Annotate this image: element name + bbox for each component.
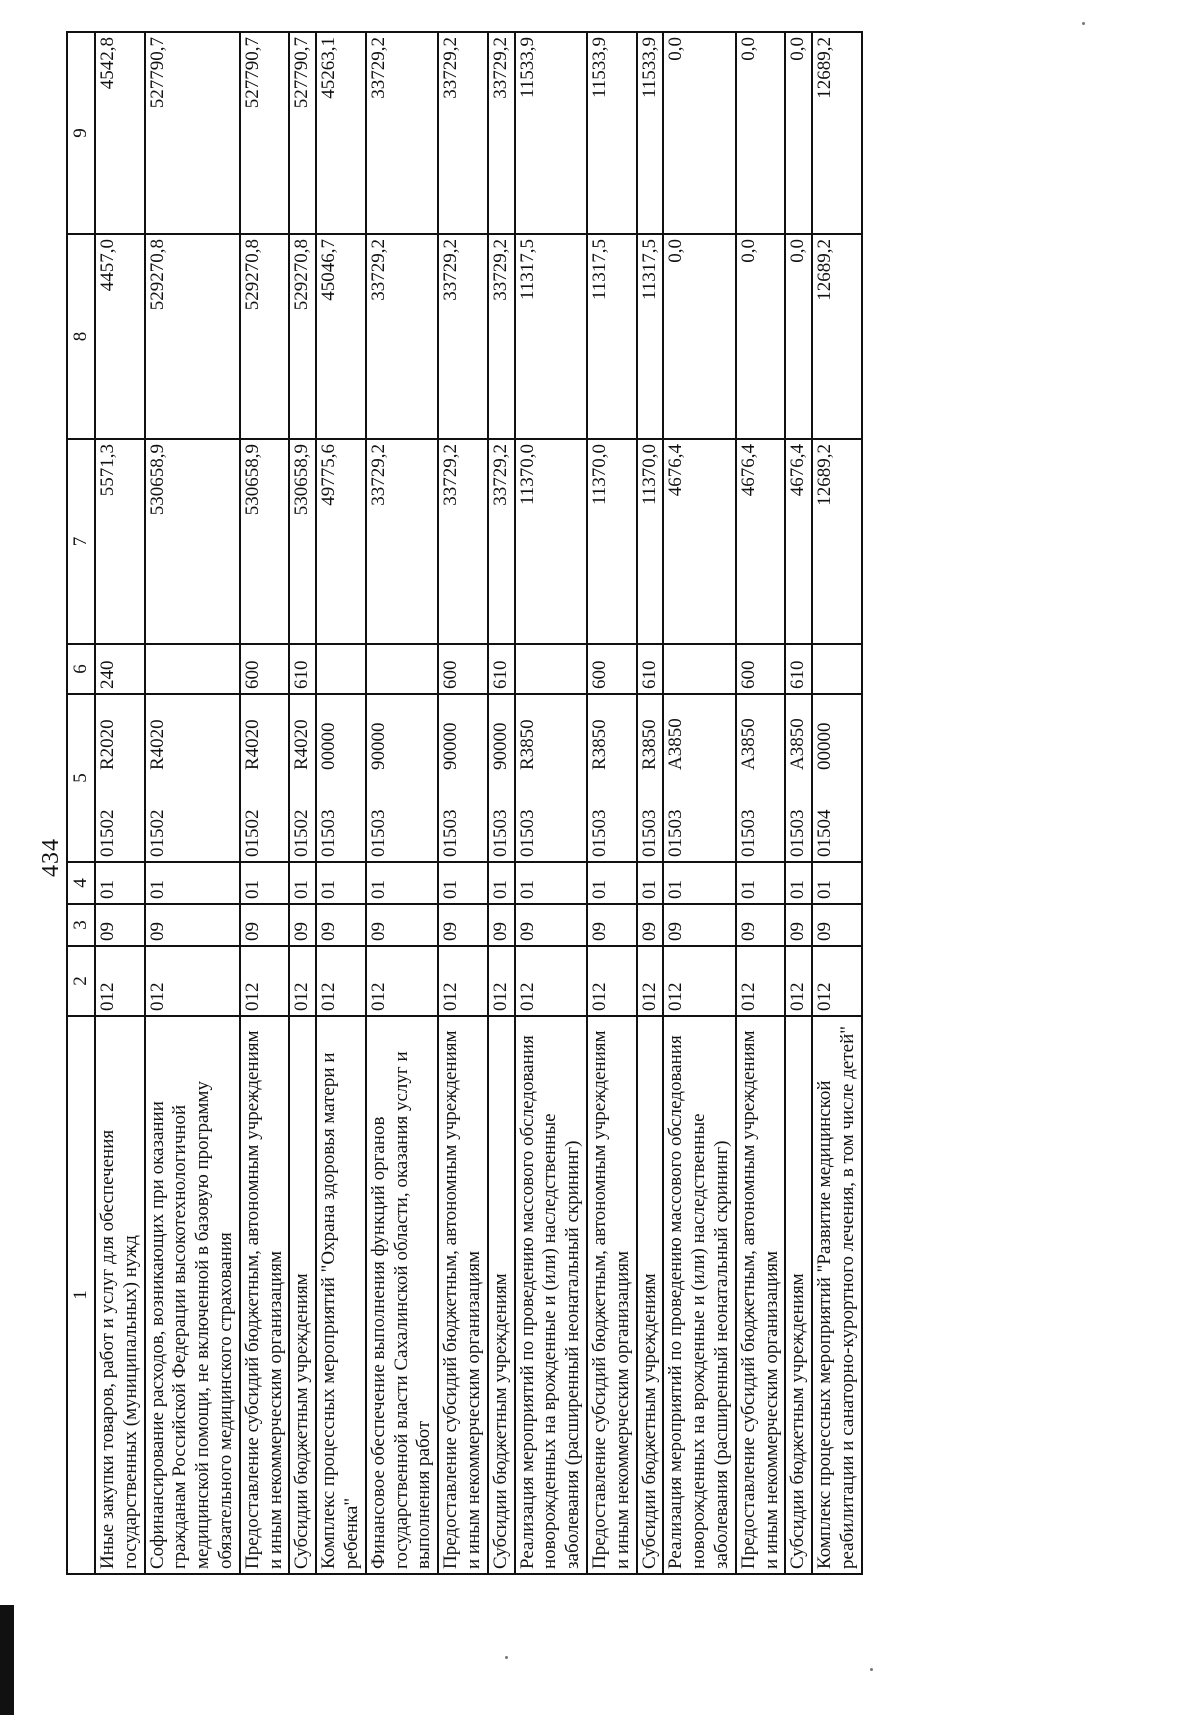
cell-c2: 012: [289, 946, 316, 1016]
cell-c8: 45046,7: [316, 234, 366, 439]
cell-c7: 11370,0: [637, 439, 664, 644]
cell-c6: 610: [637, 644, 664, 694]
cell-c7: 12689,2: [812, 439, 862, 644]
cell-c4: 01: [240, 862, 290, 904]
cell-c4: 01: [145, 862, 240, 904]
cell-c6: 600: [438, 644, 488, 694]
cell-c9: 0,0: [736, 32, 786, 234]
cell-c3: 09: [438, 904, 488, 946]
cell-c9: 33729,2: [488, 32, 515, 234]
cell-c5b: R4020: [145, 694, 240, 774]
scan-speck: [1082, 22, 1085, 25]
table-row: [515, 32, 587, 1574]
cell-c2: 012: [736, 946, 786, 1016]
cell-c7: 5571,3: [95, 439, 145, 644]
cell-c5a: 01503: [663, 774, 735, 862]
cell-c8: 0,0: [785, 234, 812, 439]
cell-c3: 09: [95, 904, 145, 946]
cell-name: Субсидии бюджетным учреждениям: [637, 1016, 664, 1574]
cell-c5b: R4020: [289, 694, 316, 774]
table-body: [95, 32, 862, 1574]
table-row: [438, 32, 488, 1574]
cell-c5a: 01503: [366, 774, 438, 862]
cell-c2: 012: [240, 946, 290, 1016]
budget-table: [66, 31, 863, 1575]
table-row: [587, 32, 637, 1574]
cell-c6: [812, 644, 862, 694]
cell-c7: 530658,9: [240, 439, 290, 644]
cell-c2: 012: [95, 946, 145, 1016]
column-header: 2: [67, 946, 95, 1016]
cell-c7: 33729,2: [438, 439, 488, 644]
cell-c5a: 01502: [289, 774, 316, 862]
cell-c2: 012: [785, 946, 812, 1016]
cell-c9: 11533,9: [587, 32, 637, 234]
cell-c2: 012: [587, 946, 637, 1016]
cell-c4: 01: [515, 862, 587, 904]
cell-c9: 45263,1: [316, 32, 366, 234]
cell-c6: [515, 644, 587, 694]
cell-c8: 33729,2: [366, 234, 438, 439]
cell-c8: 11317,5: [637, 234, 664, 439]
cell-c4: 01: [812, 862, 862, 904]
cell-c3: 09: [785, 904, 812, 946]
cell-c8: 0,0: [736, 234, 786, 439]
cell-c8: 11317,5: [515, 234, 587, 439]
cell-c7: 33729,2: [366, 439, 438, 644]
cell-c3: 09: [366, 904, 438, 946]
cell-c4: 01: [785, 862, 812, 904]
table-row: [736, 32, 786, 1574]
cell-c8: 11317,5: [587, 234, 637, 439]
cell-c3: 09: [736, 904, 786, 946]
scan-edge-mark: [0, 1605, 14, 1715]
table-row: [785, 32, 812, 1574]
cell-c2: 012: [812, 946, 862, 1016]
cell-c5a: 01503: [316, 774, 366, 862]
cell-c3: 09: [289, 904, 316, 946]
cell-c9: 12689,2: [812, 32, 862, 234]
cell-c4: 01: [663, 862, 735, 904]
cell-c9: 11533,9: [515, 32, 587, 234]
cell-c8: 529270,8: [240, 234, 290, 439]
cell-c5b: 90000: [488, 694, 515, 774]
cell-c7: 33729,2: [488, 439, 515, 644]
cell-c7: 49775,6: [316, 439, 366, 644]
cell-c7: 11370,0: [587, 439, 637, 644]
cell-name: Комплекс процессных мероприятий "Развитие медицинской реабилитации и санаторно-курортного лечения, в том числе детей": [812, 1016, 862, 1574]
cell-c5b: А3850: [663, 694, 735, 774]
cell-c5a: 01502: [145, 774, 240, 862]
cell-c4: 01: [438, 862, 488, 904]
cell-c5a: 01503: [785, 774, 812, 862]
cell-c3: 09: [488, 904, 515, 946]
cell-c2: 012: [438, 946, 488, 1016]
cell-c8: 0,0: [663, 234, 735, 439]
cell-name: Предоставление субсидий бюджетным, автономным учреждениям и иным некоммерческим организациям: [240, 1016, 290, 1574]
cell-c8: 33729,2: [488, 234, 515, 439]
cell-c5a: 01503: [438, 774, 488, 862]
cell-c3: 09: [663, 904, 735, 946]
cell-c9: 0,0: [663, 32, 735, 234]
cell-name: Реализация мероприятий по проведению массового обследования новорожденных на врожденные и (или) наследственные заболевания (расширенный неонатальный скрининг): [663, 1016, 735, 1574]
cell-c3: 09: [587, 904, 637, 946]
cell-c5a: 01503: [488, 774, 515, 862]
cell-name: Предоставление субсидий бюджетным, автономным учреждениям и иным некоммерческим организациям: [736, 1016, 786, 1574]
table-row: [95, 32, 145, 1574]
cell-c2: 012: [488, 946, 515, 1016]
cell-c3: 09: [812, 904, 862, 946]
cell-c5b: А3850: [736, 694, 786, 774]
cell-c3: 09: [240, 904, 290, 946]
cell-c2: 012: [515, 946, 587, 1016]
table-row: [316, 32, 366, 1574]
cell-name: Иные закупки товаров, работ и услуг для обеспечения государственных (муниципальных) нужд: [95, 1016, 145, 1574]
cell-c6: 600: [240, 644, 290, 694]
cell-c9: 4542,8: [95, 32, 145, 234]
cell-c8: 529270,8: [145, 234, 240, 439]
column-header: 7: [67, 439, 95, 644]
cell-c8: 4457,0: [95, 234, 145, 439]
cell-c5b: R4020: [240, 694, 290, 774]
cell-c6: 610: [785, 644, 812, 694]
cell-c6: 600: [587, 644, 637, 694]
cell-c5b: R3850: [515, 694, 587, 774]
cell-c8: 12689,2: [812, 234, 862, 439]
column-number-header-row: [67, 32, 95, 1574]
cell-name: Субсидии бюджетным учреждениям: [289, 1016, 316, 1574]
cell-c5b: 90000: [366, 694, 438, 774]
cell-c5a: 01503: [515, 774, 587, 862]
cell-c6: [316, 644, 366, 694]
cell-c5b: R3850: [637, 694, 664, 774]
cell-c9: 527790,7: [289, 32, 316, 234]
cell-c6: 610: [289, 644, 316, 694]
cell-c2: 012: [663, 946, 735, 1016]
cell-c5a: 01502: [95, 774, 145, 862]
cell-c7: 4676,4: [785, 439, 812, 644]
cell-c9: 527790,7: [240, 32, 290, 234]
table-row: [145, 32, 240, 1574]
cell-name: Субсидии бюджетным учреждениям: [488, 1016, 515, 1574]
cell-name: Софинансирование расходов, возникающих при оказании гражданам Российской Федерации высокотехнологичной медицинской помощи, не включенной в базовую программу обязательного медицинского страхования: [145, 1016, 240, 1574]
cell-name: Комплекс процессных мероприятий "Охрана здоровья матери и ребенка": [316, 1016, 366, 1574]
cell-c6: 240: [95, 644, 145, 694]
table-row: [488, 32, 515, 1574]
cell-c6: [663, 644, 735, 694]
cell-c4: 01: [289, 862, 316, 904]
cell-c7: 530658,9: [289, 439, 316, 644]
cell-c5a: 01504: [812, 774, 862, 862]
table-row: [289, 32, 316, 1574]
cell-c7: 11370,0: [515, 439, 587, 644]
column-header: 6: [67, 644, 95, 694]
table-row: [366, 32, 438, 1574]
cell-c2: 012: [637, 946, 664, 1016]
column-header: 5: [67, 694, 95, 862]
cell-c4: 01: [316, 862, 366, 904]
cell-c7: 530658,9: [145, 439, 240, 644]
cell-c3: 09: [316, 904, 366, 946]
cell-c2: 012: [366, 946, 438, 1016]
cell-name: Предоставление субсидий бюджетным, автономным учреждениям и иным некоммерческим организациям: [438, 1016, 488, 1574]
cell-c6: 600: [736, 644, 786, 694]
cell-c3: 09: [145, 904, 240, 946]
cell-c3: 09: [515, 904, 587, 946]
column-header: 1: [67, 1016, 95, 1574]
cell-c4: 01: [488, 862, 515, 904]
cell-c9: 33729,2: [366, 32, 438, 234]
cell-c8: 529270,8: [289, 234, 316, 439]
cell-c5b: 90000: [438, 694, 488, 774]
cell-c5a: 01503: [637, 774, 664, 862]
cell-c4: 01: [637, 862, 664, 904]
cell-c5b: 00000: [316, 694, 366, 774]
cell-c4: 01: [366, 862, 438, 904]
cell-c8: 33729,2: [438, 234, 488, 439]
cell-c9: 11533,9: [637, 32, 664, 234]
cell-c3: 09: [637, 904, 664, 946]
column-header: 3: [67, 904, 95, 946]
cell-c7: 4676,4: [663, 439, 735, 644]
scan-speck: [505, 1656, 508, 1659]
cell-c6: 610: [488, 644, 515, 694]
column-header: 9: [67, 32, 95, 234]
cell-c2: 012: [316, 946, 366, 1016]
cell-c4: 01: [95, 862, 145, 904]
cell-name: Субсидии бюджетным учреждениям: [785, 1016, 812, 1574]
cell-c9: 527790,7: [145, 32, 240, 234]
cell-c5b: R3850: [587, 694, 637, 774]
cell-c6: [145, 644, 240, 694]
table-row: [637, 32, 664, 1574]
cell-c5b: R2020: [95, 694, 145, 774]
cell-c6: [366, 644, 438, 694]
cell-c5a: 01503: [587, 774, 637, 862]
table-row: [663, 32, 735, 1574]
cell-c9: 0,0: [785, 32, 812, 234]
cell-c7: 4676,4: [736, 439, 786, 644]
scan-speck: [870, 1668, 873, 1671]
cell-c5a: 01503: [736, 774, 786, 862]
cell-c4: 01: [587, 862, 637, 904]
cell-c5a: 01502: [240, 774, 290, 862]
cell-c9: 33729,2: [438, 32, 488, 234]
table-row: [812, 32, 862, 1574]
cell-name: Реализация мероприятий по проведению массового обследования новорожденных на врожденные и (или) наследственные заболевания (расширенный неонатальный скрининг): [515, 1016, 587, 1574]
cell-c5b: А3850: [785, 694, 812, 774]
cell-c2: 012: [145, 946, 240, 1016]
page-number: 434: [38, 838, 64, 877]
table-row: [240, 32, 290, 1574]
column-header: 4: [67, 862, 95, 904]
column-header: 8: [67, 234, 95, 439]
cell-c4: 01: [736, 862, 786, 904]
cell-c5b: 00000: [812, 694, 862, 774]
cell-name: Предоставление субсидий бюджетным, автономным учреждениям и иным некоммерческим организациям: [587, 1016, 637, 1574]
cell-name: Финансовое обеспечение выполнения функций органов государственной власти Сахалинской области, оказания услуг и выполнения работ: [366, 1016, 438, 1574]
